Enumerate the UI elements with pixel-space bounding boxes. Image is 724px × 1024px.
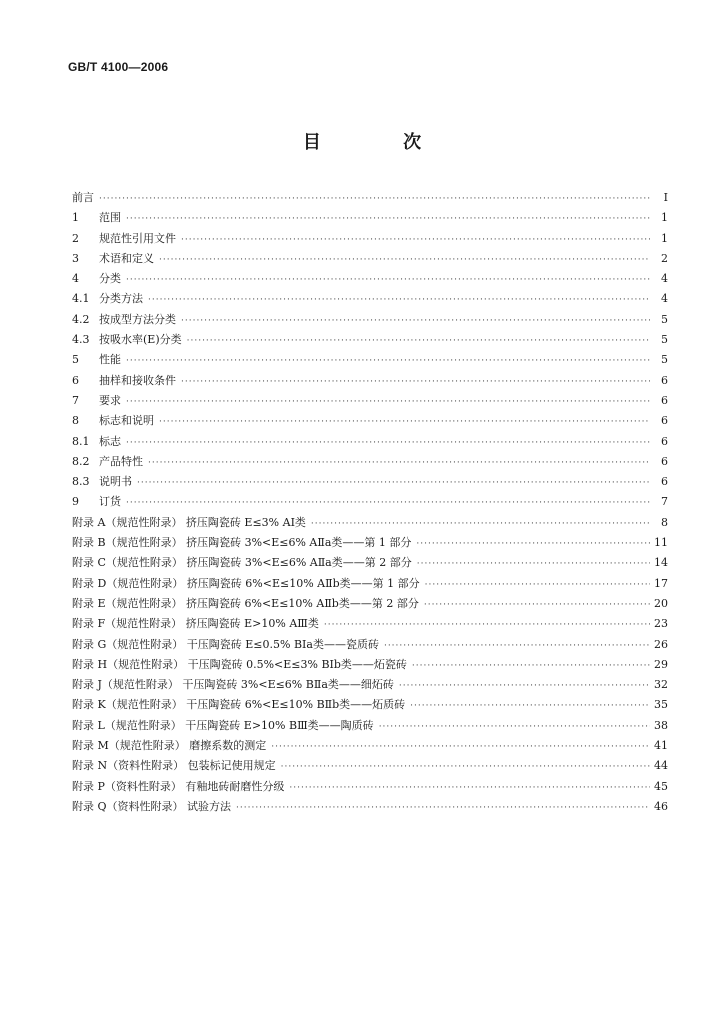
toc-entry-number: 9 xyxy=(72,495,79,509)
toc-entry-page: 35 xyxy=(654,698,668,712)
toc-entry-page: 20 xyxy=(654,596,668,610)
toc-leader-dots xyxy=(417,559,650,569)
toc-leader-dots xyxy=(324,620,650,630)
toc-entry-label: 性能 xyxy=(99,353,121,367)
toc-entry-label: 附录 B（规范性附录） 挤压陶瓷砖 3%<E≤6% AⅡa类——第 1 部分 xyxy=(72,536,412,550)
toc-entry xyxy=(72,433,668,453)
toc-leader-dots xyxy=(126,397,650,407)
toc-entry xyxy=(72,372,668,392)
toc-leader-dots xyxy=(416,539,650,549)
toc-leader-dots xyxy=(311,519,650,529)
toc-entry-label: 分类 xyxy=(99,272,121,286)
toc-entry-label: 附录 L（规范性附录） 干压陶瓷砖 E>10% BⅢ类——陶质砖 xyxy=(72,718,374,732)
toc-entry-number: 4.2 xyxy=(72,312,90,326)
toc-leader-dots xyxy=(424,600,650,610)
toc-leader-dots xyxy=(412,661,650,671)
toc-entry xyxy=(72,717,668,737)
toc-entry-number: 5 xyxy=(72,353,79,367)
toc-entry-label: 附录 E（规范性附录） 挤压陶瓷砖 6%<E≤10% AⅡb类——第 2 部分 xyxy=(72,596,419,610)
toc-entry xyxy=(72,696,668,716)
toc-leader-dots xyxy=(379,722,650,732)
toc-entry-page: 5 xyxy=(661,333,668,347)
toc-entry-label: 分类方法 xyxy=(99,292,143,306)
toc-entry-page: 32 xyxy=(654,678,668,692)
toc-entry xyxy=(72,798,668,818)
toc-entry-page: 44 xyxy=(654,759,668,773)
toc-entry-label: 标志和说明 xyxy=(99,414,154,428)
toc-entry-label: 按成型方法分类 xyxy=(99,312,176,326)
toc-entry-number: 6 xyxy=(72,373,79,387)
toc-entry-label: 附录 Q（资料性附录） 试验方法 xyxy=(72,799,232,813)
toc-entry xyxy=(72,534,668,554)
toc-entry xyxy=(72,778,668,798)
toc-entry-label: 附录 G（规范性附录） 干压陶瓷砖 E≤0.5% BⅠa类——瓷质砖 xyxy=(72,637,379,651)
toc-leader-dots xyxy=(236,803,650,813)
toc-entry xyxy=(72,453,668,473)
toc-entry-page: 5 xyxy=(661,312,668,326)
toc-entry xyxy=(72,189,668,209)
toc-entry xyxy=(72,351,668,371)
toc-entry xyxy=(72,595,668,615)
toc-entry-number: 4.3 xyxy=(72,333,90,347)
toc-leader-dots xyxy=(425,580,650,590)
toc-entry-label: 按吸水率(E)分类 xyxy=(99,333,182,347)
toc-entry-page: 14 xyxy=(654,556,668,570)
toc-entry xyxy=(72,412,668,432)
toc-entry-page: 23 xyxy=(654,617,668,631)
toc-entry xyxy=(72,493,668,513)
toc-title: 目 次 xyxy=(302,132,460,153)
toc-entry-label: 附录 K（规范性附录） 干压陶瓷砖 6%<E≤10% BⅡb类——炻质砖 xyxy=(72,698,406,712)
toc-entry-number: 3 xyxy=(72,251,79,265)
toc-entry-page: 1 xyxy=(661,211,668,225)
toc-leader-dots xyxy=(137,478,650,488)
toc-entry-label: 抽样和接收条件 xyxy=(99,373,176,387)
toc-entry-page: 6 xyxy=(661,393,668,407)
toc-entry xyxy=(72,250,668,270)
toc-leader-dots xyxy=(148,458,650,468)
toc-entry-label: 要求 xyxy=(99,393,121,407)
toc-entry-label: 术语和定义 xyxy=(99,251,154,265)
toc-entry-label: 附录 P（资料性附录） 有釉地砖耐磨性分级 xyxy=(72,779,285,793)
toc-leader-dots xyxy=(410,701,650,711)
toc-entry-page: 2 xyxy=(661,251,668,265)
toc-entry xyxy=(72,270,668,290)
toc-entry-page: 26 xyxy=(654,637,668,651)
toc-entry-page: 6 xyxy=(661,475,668,489)
toc-entry-number: 7 xyxy=(72,393,79,407)
toc-entry-number: 4 xyxy=(72,272,79,286)
toc-entry xyxy=(72,554,668,574)
toc-entry-label: 附录 M（规范性附录） 磨擦系数的测定 xyxy=(72,739,267,753)
toc-entry-label: 附录 A（规范性附录） 挤压陶瓷砖 E≤3% AⅠ类 xyxy=(72,515,306,529)
toc-entry xyxy=(72,757,668,777)
toc-leader-dots xyxy=(181,377,650,387)
toc-entry-label: 产品特性 xyxy=(99,454,143,468)
toc-entry xyxy=(72,615,668,635)
toc-entry-label: 规范性引用文件 xyxy=(99,231,176,245)
toc-entry-page: 38 xyxy=(654,718,668,732)
toc-entry-page: 5 xyxy=(661,353,668,367)
toc-entry-label: 范围 xyxy=(99,211,121,225)
toc-entry-page: I xyxy=(663,191,668,204)
toc-entry xyxy=(72,636,668,656)
toc-entry-page: 8 xyxy=(661,515,668,529)
toc-leader-dots xyxy=(289,783,650,793)
toc-leader-dots xyxy=(159,417,650,427)
toc-entry xyxy=(72,209,668,229)
toc-entry-page: 4 xyxy=(661,272,668,286)
toc-entry xyxy=(72,575,668,595)
toc-leader-dots xyxy=(126,214,650,224)
toc-entry-label: 附录 D（规范性附录） 挤压陶瓷砖 6%<E≤10% AⅡb类——第 1 部分 xyxy=(72,576,420,590)
toc-entry-number: 8.3 xyxy=(72,475,90,489)
toc-entry xyxy=(72,331,668,351)
toc-leader-dots xyxy=(281,762,650,772)
toc-entry-page: 6 xyxy=(661,414,668,428)
toc-entry-label: 说明书 xyxy=(99,475,132,489)
toc-leader-dots xyxy=(159,255,650,265)
toc-entry-number: 1 xyxy=(72,211,79,225)
toc-entry-number: 4.1 xyxy=(72,292,90,306)
toc-entry-page: 6 xyxy=(661,373,668,387)
toc-entry-label: 标志 xyxy=(99,434,121,448)
toc-entry-page: 17 xyxy=(654,576,668,590)
toc-entry-number: 8 xyxy=(72,414,79,428)
standard-code: GB/T 4100—2006 xyxy=(68,60,169,74)
toc-entry-label: 附录 C（规范性附录） 挤压陶瓷砖 3%<E≤6% AⅡa类——第 2 部分 xyxy=(72,556,412,570)
toc-entry-page: 29 xyxy=(654,657,668,671)
toc-entry xyxy=(72,473,668,493)
toc-entry xyxy=(72,392,668,412)
toc-entry xyxy=(72,737,668,757)
toc-leader-dots xyxy=(126,275,650,285)
toc-leader-dots xyxy=(271,742,650,752)
toc-entry xyxy=(72,656,668,676)
toc-leader-dots xyxy=(181,316,650,326)
toc-leader-dots xyxy=(126,356,650,366)
toc-entry xyxy=(72,311,668,331)
toc-entry-page: 45 xyxy=(654,779,668,793)
toc-leader-dots xyxy=(181,235,650,245)
toc-entry-number: 8.1 xyxy=(72,434,90,448)
toc-leader-dots xyxy=(99,194,650,204)
toc-entry-label: 前言 xyxy=(72,191,94,204)
toc-entry-label: 订货 xyxy=(99,495,121,509)
toc-entry-page: 7 xyxy=(661,495,668,509)
toc-leader-dots xyxy=(384,641,650,651)
toc-entry-label: 附录 H（规范性附录） 干压陶瓷砖 0.5%<E≤3% BⅠb类——炻瓷砖 xyxy=(72,657,407,671)
toc-entry xyxy=(72,290,668,310)
toc-entry-number: 8.2 xyxy=(72,454,90,468)
toc-entry-label: 附录 N（资料性附录） 包装标记使用规定 xyxy=(72,759,276,773)
toc-entry-page: 1 xyxy=(661,231,668,245)
toc-entry-label: 附录 F（规范性附录） 挤压陶瓷砖 E>10% AⅢ类 xyxy=(72,617,319,631)
toc-entry-page: 4 xyxy=(661,292,668,306)
toc-list xyxy=(72,189,668,818)
toc-entry-page: 11 xyxy=(654,536,668,550)
toc-leader-dots xyxy=(399,681,650,691)
toc-leader-dots xyxy=(126,438,650,448)
toc-leader-dots xyxy=(126,498,650,508)
toc-leader-dots xyxy=(187,336,650,346)
toc-entry-page: 46 xyxy=(654,799,668,813)
toc-entry-label: 附录 J（规范性附录） 干压陶瓷砖 3%<E≤6% BⅡa类——细炻砖 xyxy=(72,678,394,692)
toc-entry-number: 2 xyxy=(72,231,79,245)
toc-leader-dots xyxy=(148,295,650,305)
toc-entry-page: 6 xyxy=(661,454,668,468)
toc-entry xyxy=(72,514,668,534)
toc-entry-page: 6 xyxy=(661,434,668,448)
toc-entry-page: 41 xyxy=(654,739,668,753)
toc-entry xyxy=(72,676,668,696)
toc-entry xyxy=(72,230,668,250)
